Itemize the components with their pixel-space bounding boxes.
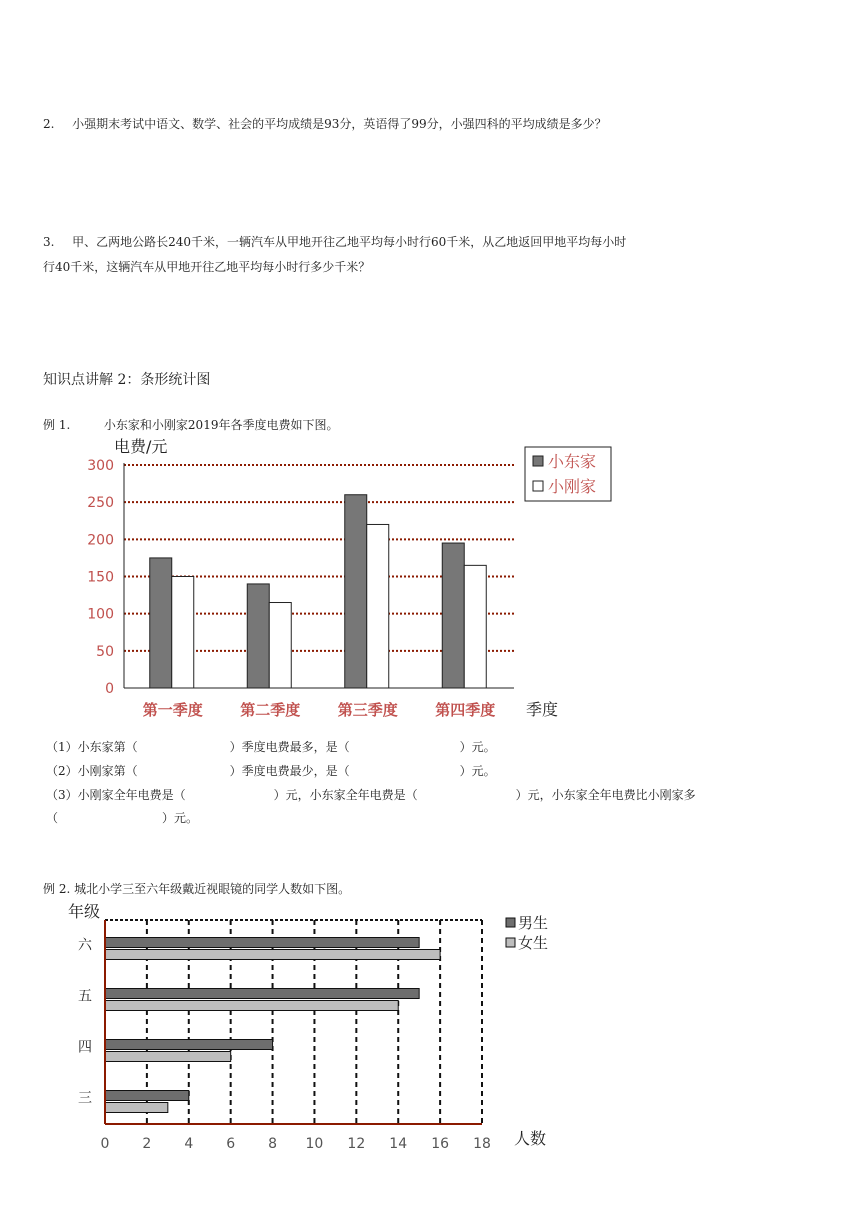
problem-3 xyxy=(43,234,626,250)
y-tick-label: 250 xyxy=(87,495,114,512)
y-tick-label: 三 xyxy=(78,1090,92,1107)
bar-boys xyxy=(105,989,419,999)
example-label: 例 2. xyxy=(43,882,71,896)
x-tick-label: 第二季度 xyxy=(240,701,301,719)
example-1-question-3 xyxy=(46,787,696,803)
example-text: 城北小学三至六年级戴近视眼镜的同学人数如下图。 xyxy=(74,882,351,896)
bar-xiaogang xyxy=(367,524,389,688)
question-text: （3）小刚家全年电费是（ xyxy=(46,788,186,802)
bar-girls xyxy=(105,1052,231,1062)
bar-xiaodong xyxy=(150,558,172,688)
bar-boys xyxy=(105,938,419,948)
x-tick-label: 8 xyxy=(268,1136,278,1152)
x-axis-title: 季度 xyxy=(526,700,559,719)
bar-girls xyxy=(105,1001,398,1011)
question-text: （2）小刚家第（ xyxy=(46,764,138,778)
x-tick-label: 第四季度 xyxy=(435,701,496,719)
bar-xiaogang xyxy=(464,565,486,688)
x-tick-label: 2 xyxy=(142,1136,152,1152)
example-text: 小东家和小刚家2019年各季度电费如下图。 xyxy=(103,418,339,432)
question-text: ）元，小东家全年电费比小刚家多 xyxy=(515,788,696,802)
example-1-question-1 xyxy=(46,739,496,755)
x-tick-label: 0 xyxy=(100,1136,110,1152)
y-tick-label: 50 xyxy=(96,643,114,660)
y-tick-label: 五 xyxy=(78,988,92,1005)
question-text: ）元。 xyxy=(459,740,496,754)
problem-3-line2: 行40千米，这辆汽车从甲地开往乙地平均每小时行多少千米？ xyxy=(43,260,371,274)
question-text: ）季度电费最少，是（ xyxy=(229,764,350,778)
bar-xiaodong xyxy=(442,543,464,688)
example-label: 例 1. xyxy=(43,418,71,432)
y-tick-label: 四 xyxy=(78,1039,92,1056)
legend-label: 男生 xyxy=(518,914,549,932)
question-text: （ xyxy=(46,811,59,825)
y-axis-title: 电费/元 xyxy=(114,437,168,456)
electricity-bar-chart xyxy=(70,432,630,728)
bar-boys xyxy=(105,1091,189,1101)
y-tick-label: 六 xyxy=(78,937,92,954)
legend-label: 女生 xyxy=(518,934,549,952)
y-tick-label: 300 xyxy=(87,458,114,474)
problem-number: 3. xyxy=(43,235,55,249)
question-text: ）元，小东家全年电费是（ xyxy=(273,788,418,802)
x-tick-label: 16 xyxy=(431,1136,450,1152)
y-tick-label: 150 xyxy=(87,569,114,586)
y-tick-label: 100 xyxy=(87,606,114,623)
bar-boys xyxy=(105,1040,273,1050)
legend-label: 小刚家 xyxy=(548,477,597,496)
question-text: ）元。 xyxy=(162,811,199,825)
question-text: ）元。 xyxy=(459,764,496,778)
question-text: （1）小东家第（ xyxy=(46,740,138,754)
legend-swatch xyxy=(506,918,515,927)
problem-text-line1: 甲、乙两地公路长240千米，一辆汽车从甲地开往乙地平均每小时行60千米，从乙地返回甲地平均每小时 xyxy=(72,235,627,249)
example-1-question-3-cont xyxy=(46,810,198,826)
x-tick-label: 4 xyxy=(184,1136,194,1152)
bar-xiaodong xyxy=(247,584,269,688)
problem-number: 2. xyxy=(43,117,55,131)
legend-swatch xyxy=(533,481,543,491)
x-tick-label: 14 xyxy=(389,1136,408,1152)
question-text: ）季度电费最多，是（ xyxy=(229,740,350,754)
glasses-bar-chart xyxy=(62,896,562,1156)
x-tick-label: 第一季度 xyxy=(142,701,203,719)
bar-girls xyxy=(105,950,440,960)
x-tick-label: 10 xyxy=(305,1136,324,1152)
x-tick-label: 6 xyxy=(226,1136,236,1152)
x-tick-label: 第三季度 xyxy=(337,701,398,719)
y-axis-title: 年级 xyxy=(68,902,101,921)
y-tick-label: 0 xyxy=(105,681,114,697)
bar-girls xyxy=(105,1103,168,1113)
bar-xiaogang xyxy=(269,603,291,688)
x-tick-label: 12 xyxy=(347,1136,366,1152)
example-2-heading xyxy=(43,881,350,897)
x-tick-label: 18 xyxy=(473,1136,491,1152)
example-1-question-2 xyxy=(46,763,496,779)
section-title: 知识点讲解 2：条形统计图 xyxy=(43,372,211,388)
legend-swatch xyxy=(533,456,543,466)
problem-2 xyxy=(43,116,607,132)
problem-text: 小强期末考试中语文、数学、社会的平均成绩是93分，英语得了99分，小强四科的平均成绩是多少？ xyxy=(72,117,607,131)
bar-xiaogang xyxy=(172,577,194,689)
bar-xiaodong xyxy=(345,495,367,688)
y-tick-label: 200 xyxy=(87,532,114,549)
legend-label: 小东家 xyxy=(548,452,597,471)
x-axis-title: 人数 xyxy=(514,1129,547,1148)
legend-swatch xyxy=(506,938,515,947)
example-1-heading xyxy=(43,417,338,433)
